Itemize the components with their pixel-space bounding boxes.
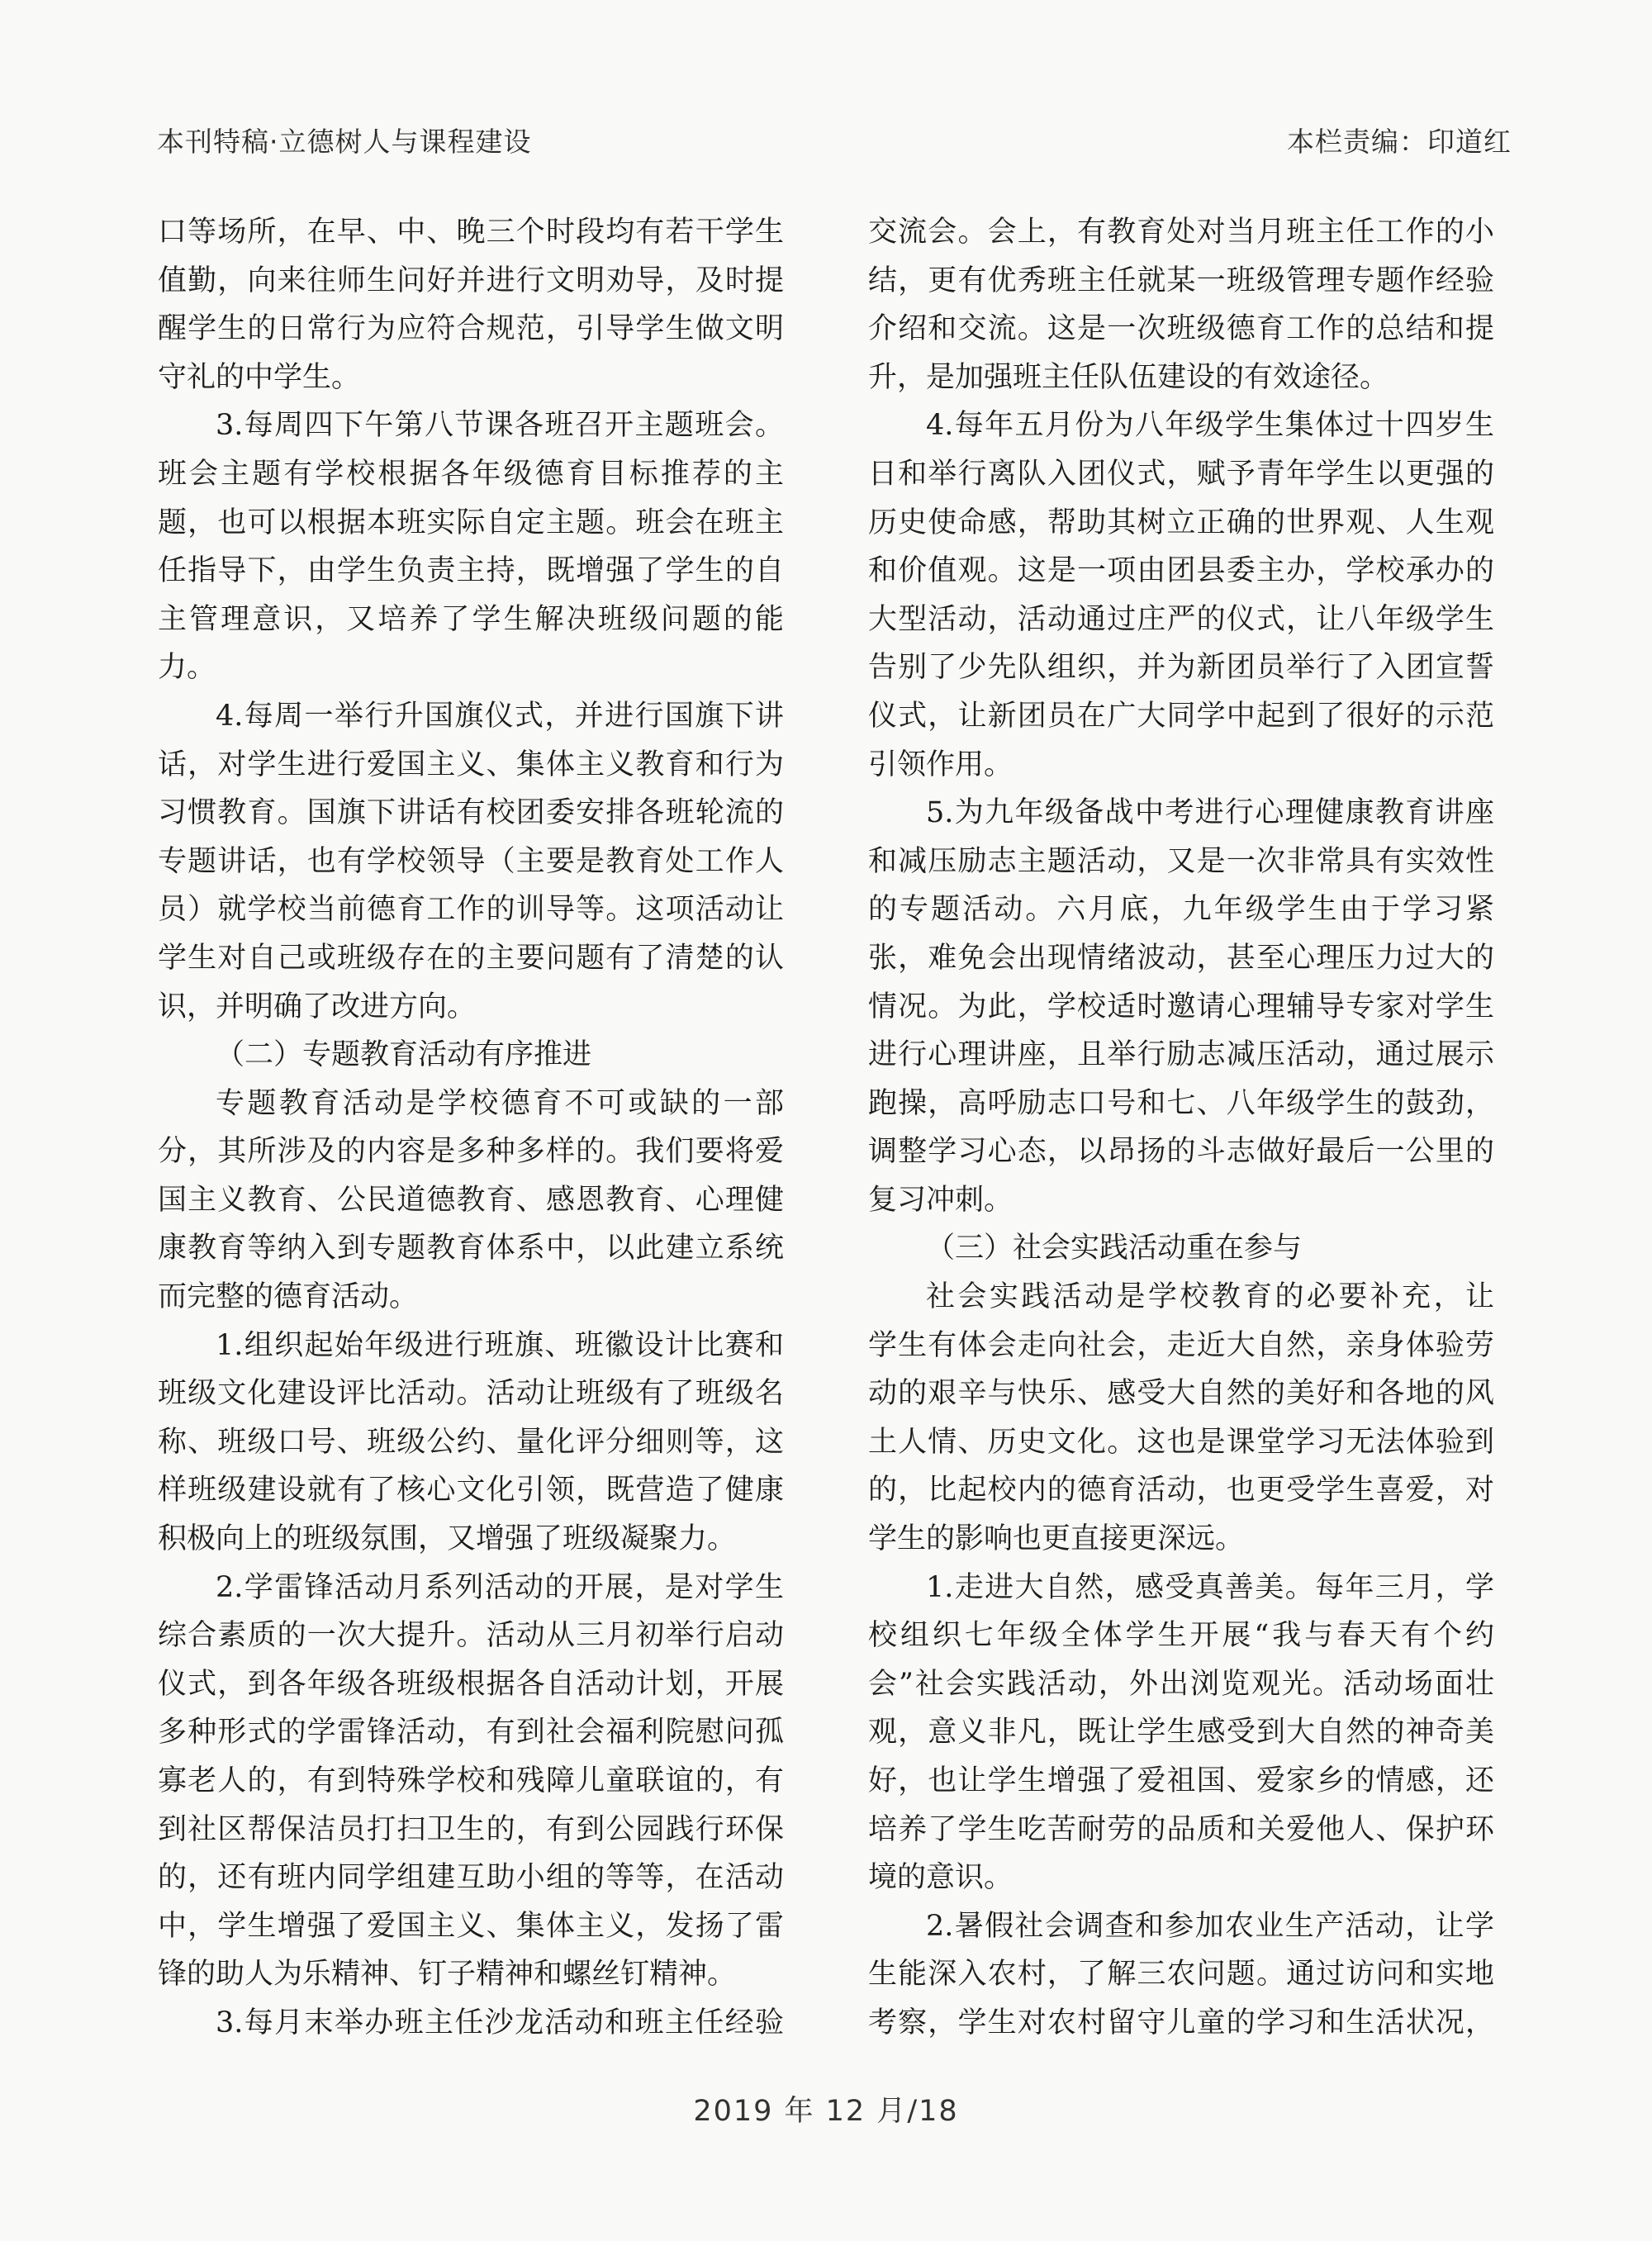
text-line: 康教育等纳入到专题教育体系中，以此建立系统 [158, 1232, 784, 1265]
left-text-column [158, 208, 784, 2048]
text-line: 生能深入农村，了解三农问题。通过访问和实地 [868, 1958, 1494, 1992]
text-line: 综合素质的一次大提升。活动从三月初举行启动 [158, 1619, 784, 1653]
text-line: （二）专题教育活动有序推进 [216, 1038, 592, 1072]
text-line: 4.每周一举行升国旗仪式，并进行国旗下讲 [216, 699, 784, 733]
text-line: 4.每年五月份为八年级学生集体过十四岁生 [926, 409, 1494, 443]
text-line: 1.走进大自然，感受真善美。每年三月，学 [926, 1570, 1494, 1604]
page-header [157, 121, 1512, 159]
text-line: 学生的影响也更直接更深远。 [868, 1522, 1245, 1556]
text-line: 的，还有班内同学组建互助小组的等等，在活动 [158, 1861, 784, 1895]
text-line: 口等场所，在早、中、晚三个时段均有若干学生 [158, 216, 784, 249]
text-line: 话，对学生进行爱国主义、集体主义教育和行为 [158, 748, 784, 781]
text-line: 样班级建设就有了核心文化引领，既营造了健康 [158, 1474, 784, 1507]
text-line: 社会实践活动是学校教育的必要补充，让 [926, 1280, 1494, 1314]
text-line: 交流会。会上，有教育处对当月班主任工作的小 [868, 216, 1494, 249]
text-line: 称、班级口号、班级公约、量化评分细则等，这 [158, 1425, 784, 1459]
text-line: 分，其所涉及的内容是多种多样的。我们要将爱 [158, 1135, 784, 1169]
text-line: 观，意义非凡，既让学生感受到大自然的神奇美 [868, 1716, 1494, 1750]
text-line: 会”社会实践活动，外出浏览观光。活动场面壮 [868, 1667, 1494, 1701]
text-line: 守礼的中学生。 [158, 360, 361, 394]
text-line: 专题讲话，也有学校领导（主要是教育处工作人 [158, 844, 784, 878]
text-line: 土人情、历史文化。这也是课堂学习无法体验到 [868, 1425, 1494, 1459]
text-line: 醒学生的日常行为应符合规范，引导学生做文明 [158, 312, 784, 346]
text-line: 值勤，向来往师生问好并进行文明劝导，及时提 [158, 264, 784, 297]
text-line: 主管理意识，又培养了学生解决班级问题的能 [158, 602, 784, 636]
right-text-column [868, 208, 1494, 2048]
text-line: 的专题活动。六月底，九年级学生由于学习紧 [868, 893, 1494, 927]
text-line: 引领作用。 [868, 748, 1014, 781]
text-line: 调整学习心态，以昂扬的斗志做好最后一公里的 [868, 1135, 1494, 1169]
text-line: 复习冲刺。 [868, 1183, 1014, 1217]
text-line: 学生对自己或班级存在的主要问题有了清楚的认 [158, 941, 784, 975]
text-line: 班会主题有学校根据各年级德育目标推荐的主 [158, 457, 784, 491]
text-line: 仪式，到各年级各班级根据各自活动计划，开展 [158, 1667, 784, 1701]
text-line: 题，也可以根据本班实际自定主题。班会在班主 [158, 506, 784, 539]
text-line: 动的艰辛与快乐、感受大自然的美好和各地的风 [868, 1377, 1494, 1411]
text-line: 锋的助人为乐精神、钉子精神和螺丝钉精神。 [158, 1958, 737, 1992]
text-line: 张，难免会出现情绪波动，甚至心理压力过大的 [868, 941, 1494, 975]
text-line: 和减压励志主题活动，又是一次非常具有实效性 [868, 844, 1494, 878]
footer-date-page-number: 2019 年 12 月/18 [693, 2095, 959, 2128]
text-line: 结，更有优秀班主任就某一班级管理专题作经验 [868, 264, 1494, 297]
text-line: 好，也让学生增强了爱祖国、爱家乡的情感，还 [868, 1764, 1494, 1797]
text-line: 专题教育活动是学校德育不可或缺的一部 [216, 1086, 784, 1120]
text-line: 寡老人的，有到特殊学校和残障儿童联谊的，有 [158, 1764, 784, 1797]
text-line: 跑操，高呼励志口号和七、八年级学生的鼓劲， [868, 1086, 1494, 1120]
text-line: 日和举行离队入团仪式，赋予青年学生以更强的 [868, 457, 1494, 491]
text-line: 2.暑假社会调查和参加农业生产活动，让学 [926, 1909, 1494, 1943]
text-line: 仪式，让新团员在广大同学中起到了很好的示范 [868, 699, 1494, 733]
text-line: 国主义教育、公民道德教育、感恩教育、心理健 [158, 1183, 784, 1217]
text-line: 3.每月末举办班主任沙龙活动和班主任经验 [216, 2006, 784, 2039]
text-line: 1.组织起始年级进行班旗、班徽设计比赛和 [216, 1328, 784, 1362]
text-line: 5.为九年级备战中考进行心理健康教育讲座 [926, 796, 1494, 830]
text-line: 和价值观。这是一项由团县委主办，学校承办的 [868, 554, 1494, 588]
text-line: 进行心理讲座，且举行励志减压活动，通过展示 [868, 1038, 1494, 1072]
header-section-title: 本刊特稿·立德树人与课程建设 [157, 126, 532, 158]
text-line: 升，是加强班主任队伍建设的有效途径。 [868, 360, 1389, 394]
text-line: 力。 [158, 651, 216, 685]
header-editor-credit: 本栏责编：印道红 [1287, 126, 1512, 158]
text-line: 2.学雷锋活动月系列活动的开展，是对学生 [216, 1570, 784, 1604]
page-footer [0, 2088, 1652, 2129]
text-line: 习惯教育。国旗下讲话有校团委安排各班轮流的 [158, 796, 784, 830]
text-line: 告别了少先队组织，并为新团员举行了入团宣誓 [868, 651, 1494, 685]
text-line: 考察，学生对农村留守儿童的学习和生活状况， [868, 2006, 1494, 2039]
text-line: 员）就学校当前德育工作的训导等。这项活动让 [158, 893, 784, 927]
text-line: 学生有体会走向社会，走近大自然，亲身体验劳 [868, 1328, 1494, 1362]
text-line: 到社区帮保洁员打扫卫生的，有到公园践行环保 [158, 1812, 784, 1846]
text-line: 3.每周四下午第八节课各班召开主题班会。 [216, 409, 784, 443]
text-line: 任指导下，由学生负责主持，既增强了学生的自 [158, 554, 784, 588]
text-line: 班级文化建设评比活动。活动让班级有了班级名 [158, 1377, 784, 1411]
text-line: 校组织七年级全体学生开展“我与春天有个约 [868, 1619, 1494, 1653]
text-line: 识，并明确了改进方向。 [158, 990, 477, 1023]
text-line: 中，学生增强了爱国主义、集体主义，发扬了雷 [158, 1909, 784, 1943]
text-line: 历史使命感，帮助其树立正确的世界观、人生观 [868, 506, 1494, 539]
text-line: 介绍和交流。这是一次班级德育工作的总结和提 [868, 312, 1494, 346]
text-line: 大型活动，活动通过庄严的仪式，让八年级学生 [868, 602, 1494, 636]
text-line: 的，比起校内的德育活动，也更受学生喜爱，对 [868, 1474, 1494, 1507]
text-line: 培养了学生吃苦耐劳的品质和关爱他人、保护环 [868, 1812, 1494, 1846]
text-line: 境的意识。 [868, 1861, 1014, 1895]
text-line: 情况。为此，学校适时邀请心理辅导专家对学生 [868, 990, 1494, 1023]
text-line: （三）社会实践活动重在参与 [926, 1232, 1303, 1265]
text-line: 多种形式的学雷锋活动，有到社会福利院慰问孤 [158, 1716, 784, 1750]
two-column-text-body [158, 208, 1494, 2048]
text-line: 积极向上的班级氛围，又增强了班级凝聚力。 [158, 1522, 737, 1556]
text-line: 而完整的德育活动。 [158, 1280, 419, 1314]
